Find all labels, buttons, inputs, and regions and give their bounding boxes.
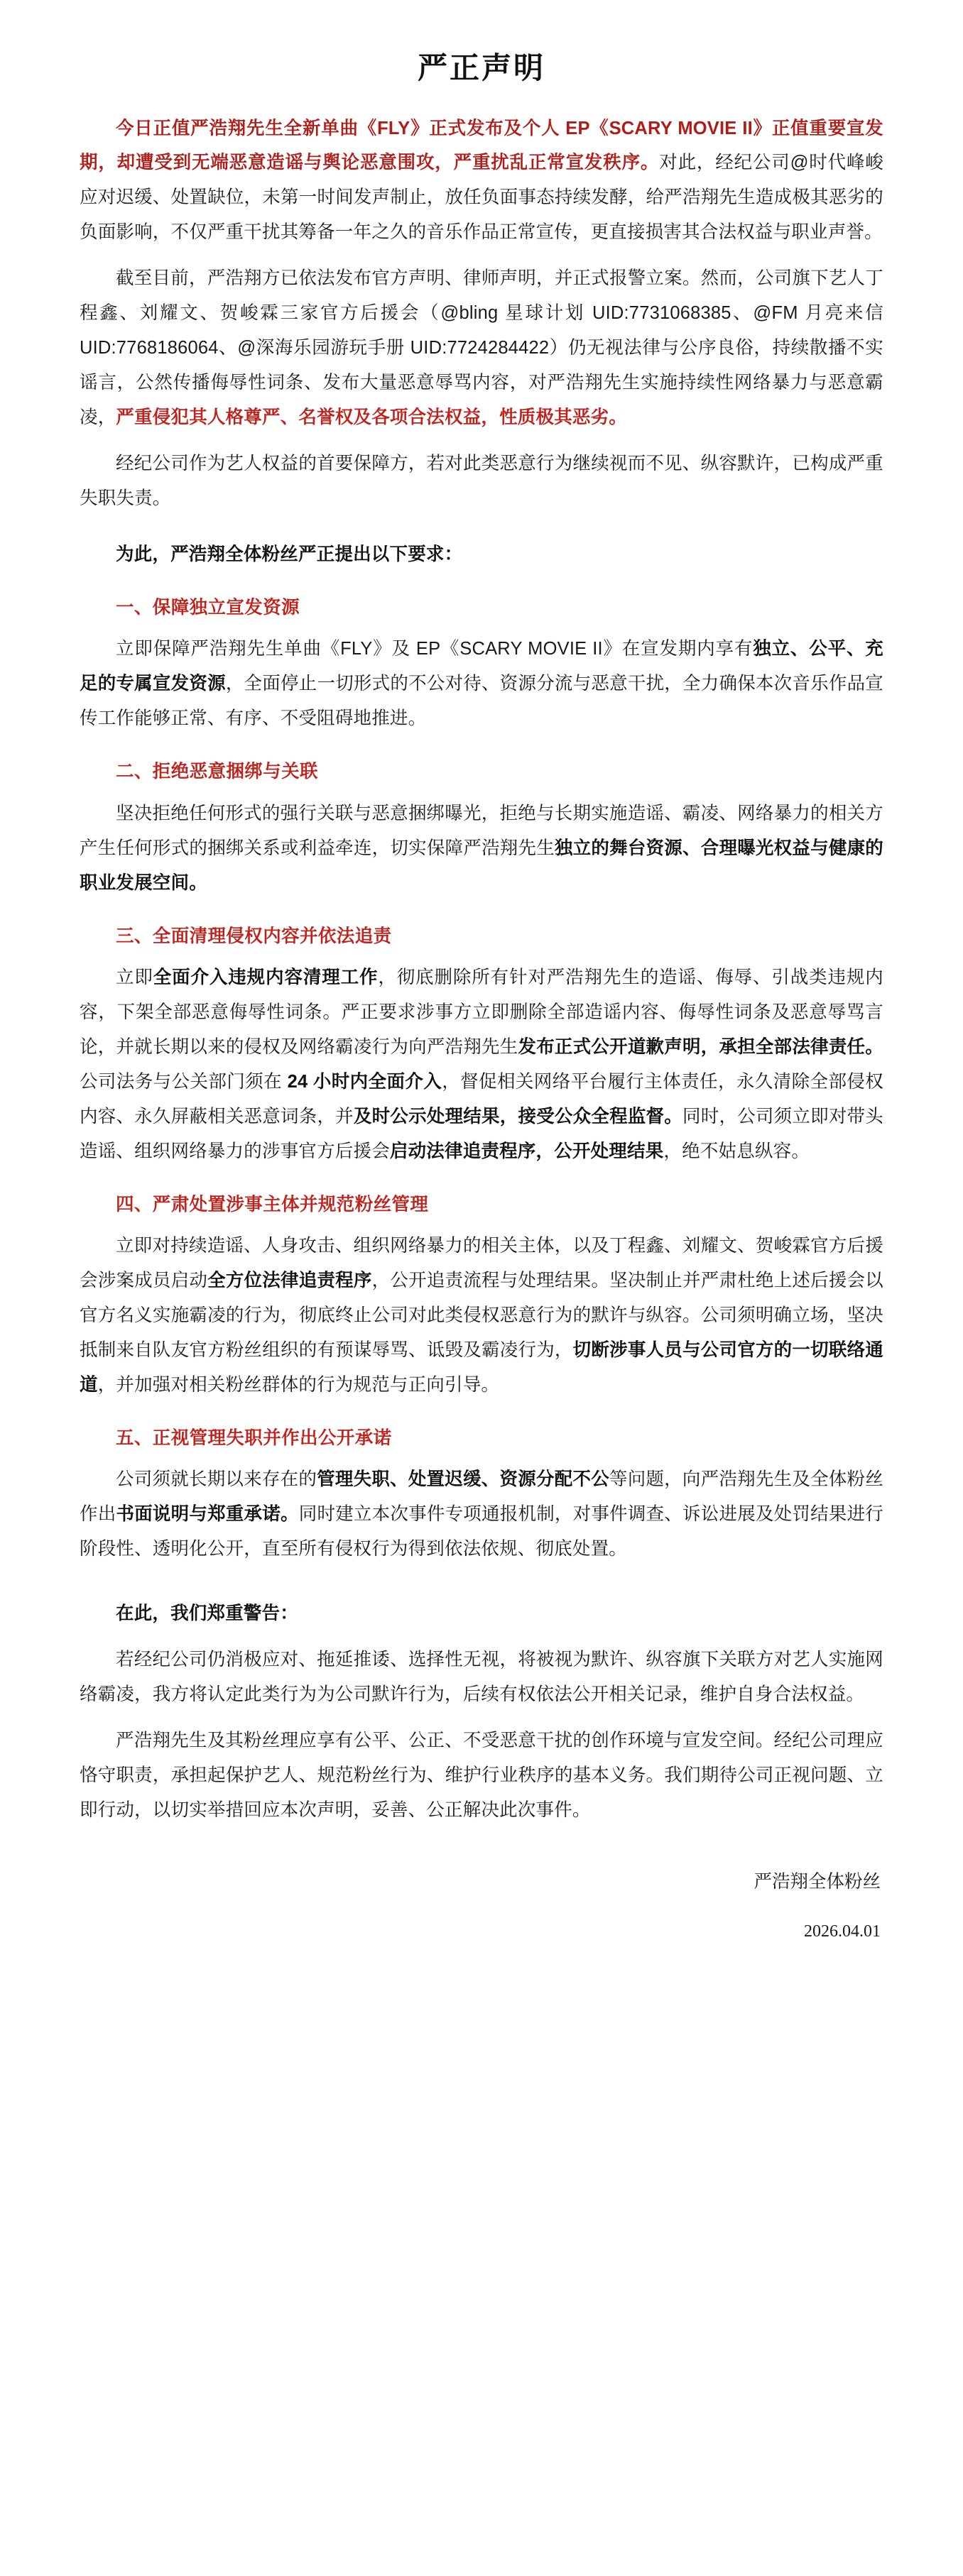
section-1-post: ，全面停止一切形式的不公对待、资源分流与恶意干扰，全力确保本次音乐作品宣传工作能够正常、有序、不受阻碍地推进。 [80,674,883,729]
section-3-post5: ，绝不姑息纵容。 [663,1141,810,1161]
spacer [80,527,883,537]
section-3-bold4: 及时公示处理结果，接受公众全程监督。 [353,1106,683,1127]
demands-intro-text: 为此，严浩翔全体粉丝严正提出以下要求： [116,544,463,564]
status-paragraph [80,261,883,435]
section-body-4 [80,1229,883,1403]
section-body-3 [80,960,883,1169]
status-text: 截至目前，严浩翔方已依法发布官方声明、律师声明，并正式报警立案。然而，公司旗下艺人丁程鑫、刘耀文、贺峻霖三家官方后援会（@bling 星球计划 UID:7731068385、@FM 月亮来信 UID:7768186064、@深海乐园游玩手册 UID:7724284422）仍无视法律与公序良俗，持续散播不实谣言，公然传播侮辱性词条、发布大量恶意辱骂内容，对严浩翔先生实施持续性网络暴力与恶意霸凌， [80,268,883,428]
page-title: 严正声明 [417,51,545,84]
section-body-5 [80,1462,883,1567]
section-2-pre: 坚决拒绝任何形式的强行关联与恶意捆绑曝光，拒绝与长期实施造谣、霸凌、网络暴力的相关方产生任何形式的捆绑关系或利益牵连，切实保障严浩翔先生 [80,803,883,858]
warning-paragraph-2: 严浩翔先生及其粉丝理应享有公平、公正、不受恶意干扰的创作环境与宣发空间。经纪公司理应恪守职责，承担起保护艺人、规范粉丝行为、维护行业秩序的基本义务。我们期待公司正视问题、立即行动，以切实举措回应本次声明，妥善、公正解决此次事件。 [80,1731,883,1820]
section-5-pre: 公司须就长期以来存在的 [116,1469,317,1490]
section-3-post4: 同时，公司须立即对带头造谣、组织网络暴力的涉事官方后援会 [80,1106,883,1161]
section-3-post2: 公司法务与公关部门须在 [80,1071,288,1092]
section-2-bold: 独立的舞台资源、合理曝光权益与健康的职业发展空间。 [80,838,883,893]
section-3-bold2: 发布正式公开道歉声明，承担全部法律责任。 [518,1036,883,1057]
section-heading-4: 四、严肃处置涉事主体并规范粉丝管理 [116,1194,429,1215]
section-4-bold2: 切断涉事人员与公司官方的一切联络通道 [80,1339,883,1395]
section-body-1 [80,632,883,736]
section-4-bold: 全方位法律追责程序 [207,1271,372,1291]
section-3-pre: 立即 [116,967,153,987]
section-3-bold5: 启动法律追责程序，公开处理结果 [389,1141,664,1161]
section-3-bold: 全面介入违规内容清理工作 [153,967,379,987]
section-3-post: ，彻底删除所有针对严浩翔先生的造谣、侮辱、引战类违规内容，下架全部恶意侮辱性词条。严正要求涉事方立即删除全部造谣内容、侮辱性词条及恶意辱骂言论，并就长期以来的侵权及网络霸凌行为向严浩翔先生 [80,967,883,1057]
section-5-bold2: 书面说明与郑重承诺。 [116,1504,299,1525]
duty-paragraph: 经纪公司作为艺人权益的首要保障方，若对此类恶意行为继续视而不见、纵容默许，已构成严重失职失责。 [80,454,883,509]
lead-red-text: 今日正值严浩翔先生全新单曲《FLY》正式发布及个人 EP《SCARY MOVIE II》正值重要宣发期，却遭受到无端恶意造谣与舆论恶意围攻，严重扰乱正常宣发秩序。 [80,118,883,173]
section-4-post: ，公开追责流程与处理结果。坚决制止并严肃杜绝上述后援会以官方名义实施霸凌的行为，彻底终止公司对此类侵权恶意行为的默许与纵容。公司须明确立场，坚决抵制来自队友官方粉丝组织的有预谋辱骂、诋毁及霸凌行为， [80,1271,883,1360]
lead-paragraph [80,111,883,251]
section-3-bold3: 24 小时内全面介入 [287,1071,442,1092]
section-heading-5: 五、正视管理失职并作出公开承诺 [116,1427,392,1448]
warning-heading [80,1596,883,1631]
lead-black-text: 对此，经纪公司@时代峰峻 应对迟缓、处置缺位，未第一时间发声制止，放任负面事态持续发酵，给严浩翔先生造成极其恶劣的负面影响，不仅严重干扰其筹备一年之久的音乐作品正常宣传，更直接损害其合法权益与职业声誉。 [80,153,883,243]
signature-name: 严浩翔全体粉丝 [753,1871,881,1892]
section-heading-3: 三、全面清理侵权内容并依法追责 [116,926,392,946]
section-5-bold: 管理失职、处置迟缓、资源分配不公 [317,1469,609,1490]
section-3-post3: ，督促相关网络平台履行主体责任，永久清除全部侵权内容、永久屏蔽相关恶意词条，并 [80,1071,883,1127]
section-1-bold: 独立、公平、充足的专属宣发资源 [80,639,884,694]
section-4-post2: ，并加强对相关粉丝群体的行为规范与正向引导。 [97,1374,500,1395]
section-4-pre: 立即对持续造谣、人身攻击、组织网络暴力的相关主体，以及丁程鑫、刘耀文、贺峻霖官方后援会涉案成员启动 [80,1236,883,1291]
section-heading-2: 二、拒绝恶意捆绑与关联 [116,762,318,782]
section-5-post: 等问题，向严浩翔先生及全体粉丝作出 [80,1469,883,1525]
warning-paragraph-1: 若经纪公司仍消极应对、拖延推诿、选择性无视，将被视为默许、纵容旗下关联方对艺人实施网络霸凌，我方将认定此类行为为公司默许行为，后续有权依法公开相关记录，维护自身合法权益。 [80,1650,883,1705]
status-red-emphasis: 严重侵犯其人格尊严、名誉权及各项合法权益，性质极其恶劣。 [116,407,628,428]
section-1-pre: 立即保障严浩翔先生单曲《FLY》及 EP《SCARY MOVIE II》在宣发期内享有 [116,639,753,659]
section-5-post2: 同时建立本次事件专项通报机制，对事件调查、诉讼进展及处罚结果进行阶段性、透明化公开，直至所有侵权行为得到依法依规、彻底处置。 [80,1504,883,1560]
section-body-2 [80,796,883,901]
warning-heading-text: 在此，我们郑重警告： [116,1604,299,1624]
signature-block [80,1865,883,1946]
spacer [80,1578,883,1596]
signature-date: 2026.04.01 [804,1922,881,1941]
demands-intro [80,537,883,572]
section-heading-1: 一、保障独立宣发资源 [116,597,300,618]
